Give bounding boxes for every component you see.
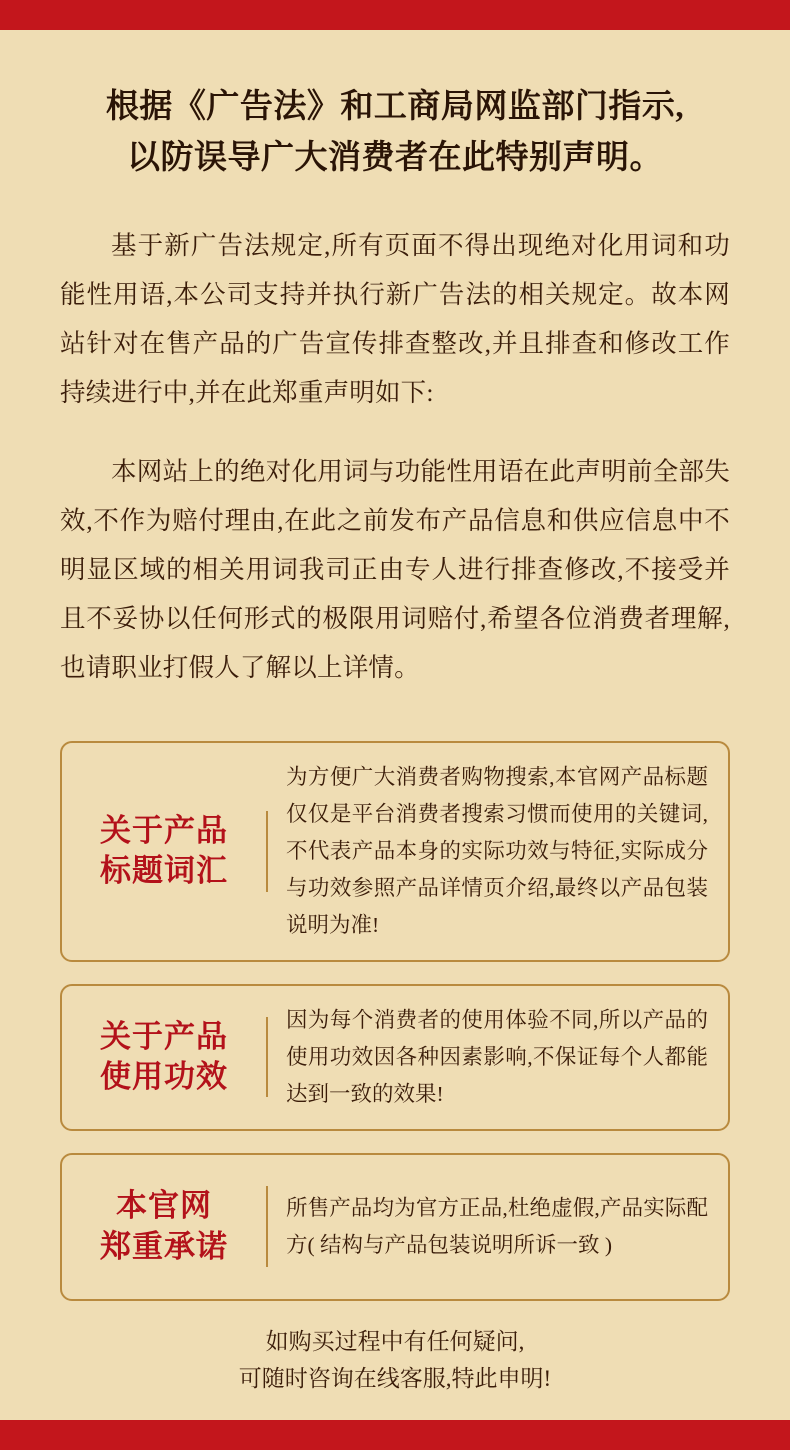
intro-paragraph-2: 本网站上的绝对化用词与功能性用语在此声明前全部失效,不作为赔付理由,在此之前发布产品信息和供应信息中不明显区域的相关用词我司正由专人进行排查修改,不接受并且不妥协以任何形式的极限用词赔付,希望各位消费者理解,也请职业打假人了解以上详情。 — [60, 457, 730, 682]
disclaimer-panel — [0, 30, 790, 1420]
statement-card-label-line-1: 本官网 — [116, 1188, 212, 1224]
statement-card-label-line-1: 关于产品 — [100, 812, 228, 848]
footer-note-line-1: 如购买过程中有任何疑问, — [265, 1328, 525, 1354]
statement-card-text: 所售产品均为官方正品,杜绝虚假,产品实际配方( 结构与产品包装说明所诉一致 ) — [286, 1195, 708, 1257]
page-title — [60, 30, 730, 184]
intro-paragraph-1: 基于新广告法规定,所有页面不得出现绝对化用词和功能性用语,本公司支持并执行新广告法的相关规定。故本网站针对在售产品的广告宣传排查整改,并且排查和修改工作持续进行中,并在此郑重声明如下: — [60, 231, 730, 408]
page-title-line-1: 根据《广告法》和工商局网监部门指示, — [105, 89, 685, 125]
statement-card-label-line-2: 使用功效 — [100, 1059, 228, 1095]
statement-card-label-line-1: 关于产品 — [100, 1018, 228, 1054]
footer-note-line-2: 可随时咨询在线客服,特此申明! — [238, 1365, 552, 1391]
statement-card-label — [76, 1186, 268, 1267]
page-title-line-2: 以防误导广大消费者在此特别声明。 — [127, 140, 663, 177]
statement-card-label-line-2: 标题词汇 — [100, 853, 228, 889]
statement-card-text: 因为每个消费者的使用体验不同,所以产品的使用功效因各种因素影响,不保证每个人都能达到一致的效果! — [286, 1007, 708, 1106]
statement-card-text: 为方便广大消费者购物搜索,本官网产品标题仅仅是平台消费者搜索习惯而使用的关键词,不代表产品本身的实际功效与特征,实际成分与功效参照产品详情页介绍,最终以产品包装说明为准! — [286, 764, 708, 937]
statement-card-product-efficacy — [60, 984, 730, 1131]
footer-note — [60, 1323, 730, 1398]
statement-card-label — [76, 1017, 268, 1098]
statement-card-label — [76, 811, 268, 892]
statement-card-product-title — [60, 741, 730, 962]
statement-card-official-promise — [60, 1153, 730, 1301]
statement-card-label-line-2: 郑重承诺 — [100, 1228, 228, 1264]
statement-card-list — [60, 741, 730, 1301]
